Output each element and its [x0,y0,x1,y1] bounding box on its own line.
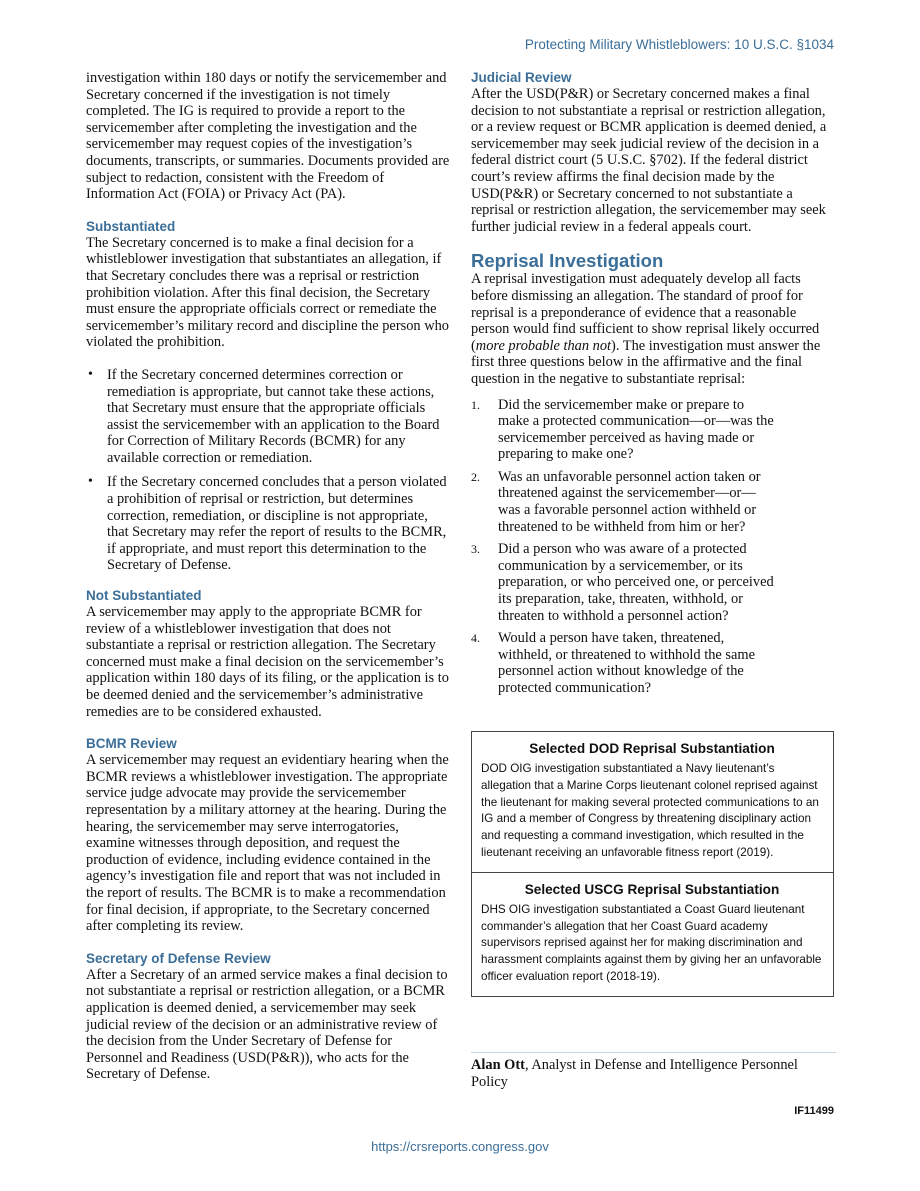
not-substantiated-heading: Not Substantiated [86,588,202,604]
case-text: DOD OIG investigation substantiated a Navy lieutenant’s allegation that a Marine Corps lieutenant colonel reprised against the lieutenant for making several protected communications to an IG and a member of Congress by threatening disciplinary action and requesting a command investigation, which resulted in the lieutenant receiving an unfavorable fitness report (2019). [481,762,819,859]
question-item: 2. Was an unfavorable personnel action taken or threatened against the servicemember—or—was a favorable personnel action withheld or threatened to be withheld from him or her? [471,468,761,535]
case-text: DHS OIG investigation substantiated a Coast Guard lieutenant commander’s allegation that her Coast Guard academy supervisors reprised against her for making discrimination and harassment complaints against them by giving her an unfavorable officer evaluation report (2018-19). [481,902,822,983]
report-id: IF11499 [794,1105,834,1117]
question-item: 4. Would a person have taken, threatened, withheld, or threatened to withhold the same personnel action without knowledge of the protected communication? [471,630,755,696]
author-title: , Analyst in Defense and Intelligence Personnel Policy [471,1057,798,1090]
running-header: Protecting Military Whistleblowers: 10 U.S.C. §1034 [524,37,834,52]
case-example-uscg [472,872,833,996]
case-examples-box [471,731,834,997]
case-example-dod [472,732,833,872]
question-item: 1. Did the servicemember make or prepare to make a protected communication—or—was the servicemember perceived as having made or preparing to make one? [471,396,774,463]
right-column [471,70,834,703]
emphasis-text: more probable than not [475,337,612,354]
secdef-review-heading: Secretary of Defense Review [86,950,271,966]
bcmr-review-text: A servicemember may request an evidentiary hearing when the BCMR reviews a whistleblower investigation. The appropriate service judge advocate may provide the servicemember representation by a military attorney at the hearing. During the hearing, the servicemember may serve interrogatories, examine witnesses through deposition, and request the production of evidence, including evidence contained in the agency’s investigation file and report that was not included in the report of results. The BCMR is to make a recommendation for final decision, if appropriate, to the Secretary concerned after completing its review. [86,752,449,935]
substantiated-heading: Substantiated [86,218,176,234]
bullet-item: • If the Secretary concerned determines correction or remediation is appropriate, but cannot take these actions, that Secretary must ensure that the appropriate officials assist the servicemember with an application to the Board for Correction of Military Records (BCMR) for any available correction or remediation. [86,367,450,467]
judicial-review-heading: Judicial Review [471,70,572,85]
reprisal-investigation-heading: Reprisal Investigation [471,250,664,272]
case-title: Selected USCG Reprisal Substantiation [524,881,780,897]
reprisal-investigation-text: A reprisal investigation must adequately develop all facts before dismissing an allegation. The standard of proof for reprisal is a preponderance of evidence that a reasonable person would find sufficient to show reprisal likely occurred (more probable than not). The investigation must answer the first three questions below in the affirmative and the final question in the negative to substantiate reprisal: [471,271,821,387]
author-divider [471,1052,836,1053]
bullet-item: • If the Secretary concerned concludes that a person violated a prohibition of reprisal or restriction, but determines correction, remediation, or discipline is not appropriate, that Secretary may refer the report of results to the BCMR, if appropriate, and must report this determination to the Secretary of Defense. [86,474,450,574]
secdef-review-text: After a Secretary of an armed service makes a final decision to not substantiate a reprisal or restriction allegation, or a BCMR application is deemed denied, a servicemember may seek judicial review of the decision or an administrative review of the decision from the Under Secretary of Defense for Personnel and Readiness (USD(P&R)), who acts for the Secretary of Defense. [86,966,448,1083]
author-credit [471,1057,831,1090]
substantiated-bullets [86,367,450,574]
left-column [86,70,450,1083]
reprisal-questions [471,397,834,697]
footer-url-link[interactable]: https://crsreports.congress.gov [371,1139,549,1154]
judicial-review-text: After the USD(P&R) or Secretary concerned makes a final decision to not substantiate a reprisal or restriction allegation, or a review request or BCMR application is deemed denied, a servicemember may seek judicial review of the decision in a federal district court (5 U.S.C. §702). If the federal district court’s review affirms the final decision made by the USD(P&R) or Secretary concerned to not substantiate a reprisal or restriction allegation, the servicemember may seek further judicial review in a federal appeals court. [471,86,827,235]
bcmr-review-heading: BCMR Review [86,736,177,752]
author-name: Alan Ott [471,1057,525,1073]
not-substantiated-text: A servicemember may apply to the appropriate BCMR for review of a whistleblower investigation that does not substantiate a reprisal or restriction allegation. The Secretary concerned must make a final decision on the servicemember’s application within 180 days of its filing, or the application is to be deemed denied and the servicemember’s administrative remedies are to be considered exhausted. [86,604,449,720]
substantiated-text: The Secretary concerned is to make a final decision for a whistleblower investigation that substantiates an allegation, if that Secretary concludes there was a reprisal or restriction prohibition violation. After this final decision, the Secretary must ensure the appropriate officials correct or remediate the servicemember’s military record and discipline the person who violated the prohibition. [86,234,449,351]
case-title: Selected DOD Reprisal Substantiation [529,741,775,756]
intro-paragraph: investigation within 180 days or notify the servicemember and Secretary concerned if the investigation is not timely completed. The IG is required to provide a report to the servicemember after completing the investigation and the servicemember may request copies of the investigation’s documents, transcripts, or summaries. Documents provided are subject to redaction, consistent with the Freedom of Information Act (FOIA) or Privacy Act (PA). [86,70,450,203]
question-item: 3. Did a person who was aware of a protected communication by a servicemember, or its preparation, or who perceived one, or perceived its preparation, take, threaten, withhold, or threaten to withhold a personnel action? [471,541,774,624]
